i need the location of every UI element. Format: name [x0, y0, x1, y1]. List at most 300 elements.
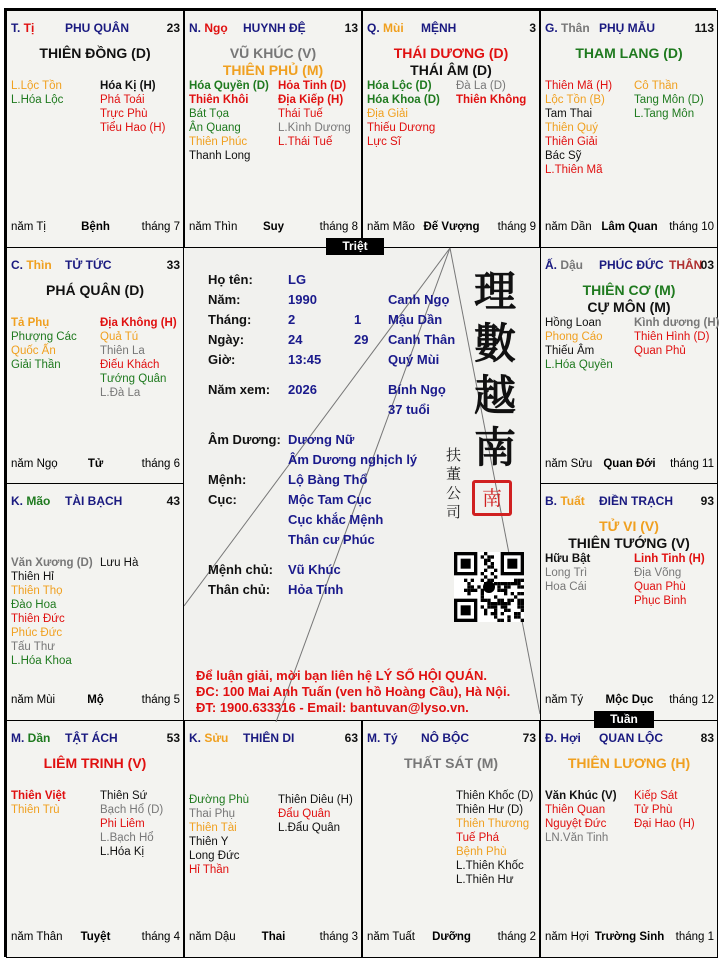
palace-ty[interactable] — [362, 720, 540, 958]
star: Địa Giải — [367, 108, 408, 120]
star: Tam Thai — [545, 108, 593, 120]
trang-sinh-stage: Quan Đới — [603, 457, 656, 470]
star: Đẩu Quân — [278, 807, 331, 820]
palace-than[interactable] — [540, 10, 718, 248]
star: L.Đà La — [100, 386, 141, 399]
star: Thiên Y — [189, 835, 229, 848]
dai-han-number: 3 — [529, 21, 536, 35]
main-stars — [363, 755, 539, 772]
palace-footer — [545, 458, 714, 472]
luu-nguyet-month: tháng 6 — [141, 457, 180, 470]
star-column-right — [100, 316, 190, 400]
palace-branch: Thân — [561, 21, 590, 35]
main-star: VŨ KHÚC (V) — [229, 45, 317, 61]
age-value: 37 tuổi — [388, 402, 430, 417]
tu-vi-chart — [4, 8, 720, 957]
palace-name: PHỤ MẪU — [599, 21, 655, 35]
star: Thiên Trù — [11, 803, 60, 816]
trang-sinh-stage: Mộ — [87, 694, 104, 706]
palace-footer — [545, 221, 714, 235]
luu-nguyet-month: tháng 5 — [141, 694, 180, 706]
amduong-label: Âm Dương: — [208, 432, 281, 447]
main-star: THIÊN TƯỚNG (V) — [568, 535, 690, 551]
than-tag: THÂN — [669, 257, 703, 272]
day-canchi: Canh Thân — [388, 332, 456, 347]
star-column-left — [11, 556, 101, 668]
menh-label: Mệnh: — [208, 472, 247, 487]
luu-nien-year: năm Hợi — [545, 930, 589, 943]
palace-name: TỬ TỨC — [65, 257, 112, 272]
star: Bác Sỹ — [545, 150, 582, 162]
star: Đại Hao (H) — [634, 817, 695, 830]
star: Long Trì — [545, 567, 588, 579]
star: Hồng Loan — [545, 316, 602, 329]
palace-canchi: K. Sửu — [189, 730, 229, 745]
day-lunar: 29 — [354, 332, 369, 347]
tuan-badge: Tuần — [594, 711, 654, 728]
palace-canchi: M. Dần — [11, 730, 51, 745]
main-stars — [7, 282, 183, 299]
star: Đào Hoa — [11, 599, 57, 611]
amduong-value: Dương Nữ — [288, 432, 355, 447]
view-year-value: 2026 — [288, 382, 317, 397]
star-column-right — [634, 79, 720, 121]
palace-header — [11, 731, 180, 747]
palace-canchi: K. Mão — [11, 494, 51, 508]
thanchu-value: Hỏa Tinh — [288, 582, 344, 597]
palace-tuat[interactable] — [540, 483, 718, 721]
luu-nguyet-month: tháng 8 — [319, 221, 358, 233]
star-column-right — [634, 316, 720, 358]
year-value: 1990 — [288, 292, 317, 307]
menhchu-value: Vũ Khúc — [288, 562, 341, 577]
star: Tấu Thư — [11, 641, 55, 653]
star: Điếu Khách — [100, 358, 160, 371]
main-star: LIÊM TRINH (V) — [43, 754, 147, 771]
star: Quả Tú — [100, 330, 139, 343]
main-star: THÁI DƯƠNG (D) — [393, 45, 509, 61]
qr-code[interactable] — [454, 552, 524, 622]
star-column-right — [456, 79, 546, 107]
star-column-left — [545, 552, 635, 594]
dai-han-number: 23 — [166, 21, 180, 35]
trang-sinh-stage: Tử — [87, 457, 104, 470]
main-star: THIÊN PHỦ (M) — [222, 62, 324, 78]
star-column-left — [11, 79, 101, 107]
star-column-right — [100, 789, 190, 859]
star: Quốc Ấn — [11, 344, 56, 357]
name-label: Họ tên: — [208, 272, 253, 287]
palace-branch: Thìn — [26, 257, 52, 272]
main-stars — [541, 755, 717, 772]
star: L.Kình Dương — [278, 122, 351, 134]
star: Thiên Khôi — [189, 94, 249, 106]
palace-header — [11, 21, 180, 37]
palace-footer — [11, 458, 180, 472]
luu-nguyet-month: tháng 9 — [497, 221, 536, 233]
palace-header — [189, 731, 358, 747]
star: Linh Tinh (H) — [634, 553, 705, 565]
luu-nien-year: năm Thân — [11, 930, 63, 943]
trang-sinh-stage: Trường Sinh — [594, 930, 665, 943]
star-column-right — [634, 789, 720, 831]
palace-ngo[interactable] — [184, 10, 362, 248]
palace-canchi: M. Tý — [367, 730, 398, 745]
luu-nguyet-month: tháng 10 — [669, 221, 714, 233]
dai-han-number: 83 — [700, 730, 714, 745]
dai-han-number: 43 — [166, 494, 180, 508]
star: Tử Phù — [634, 803, 673, 816]
month-solar: 2 — [288, 312, 296, 327]
star: Hóa Lộc (D) — [367, 80, 432, 92]
main-star: THAM LANG (D) — [575, 45, 683, 61]
luu-nguyet-month: tháng 12 — [669, 694, 714, 706]
palace-name: NÔ BỘC — [421, 730, 469, 745]
star: Thiên Khốc (D) — [456, 789, 534, 802]
month-label: Tháng: — [208, 312, 252, 327]
palace-dau[interactable] — [540, 247, 718, 485]
palace-header — [545, 494, 714, 510]
dai-han-number: 63 — [344, 730, 358, 745]
menh-value: Lộ Bàng Thổ — [288, 472, 368, 487]
star: Lưu Hà — [100, 557, 139, 569]
star: L.Thái Tuế — [278, 136, 333, 148]
trang-sinh-stage: Đế Vượng — [423, 221, 480, 233]
palace-name: PHÚC ĐỨC — [599, 257, 664, 272]
star: Thanh Long — [189, 150, 251, 162]
palace-canchi: B. Tuất — [545, 494, 585, 508]
star: LN.Văn Tinh — [545, 831, 609, 844]
trang-sinh-stage: Thai — [261, 930, 286, 943]
star-column-right — [100, 556, 190, 570]
dai-han-number: 33 — [166, 257, 180, 272]
cuc-value: Mộc Tam Cục — [288, 492, 372, 507]
center-info-panel — [184, 246, 540, 722]
trang-sinh-stage: Dưỡng — [432, 930, 471, 943]
star: Thiên Thọ — [11, 585, 63, 597]
star-column-left — [11, 316, 101, 372]
star: Bát Tọa — [189, 108, 230, 120]
star: Đường Phù — [189, 793, 249, 806]
star: Địa Kiếp (H) — [278, 94, 344, 106]
main-star: TỬ VI (V) — [599, 518, 659, 534]
cuc-label: Cục: — [208, 492, 237, 507]
star: Phá Toái — [100, 94, 145, 106]
luu-nguyet-month: tháng 3 — [319, 930, 358, 943]
luu-nguyet-month: tháng 1 — [675, 930, 714, 943]
star: Hóa Kị (H) — [100, 80, 156, 92]
star-column-left — [367, 79, 457, 149]
star-column-right — [456, 789, 546, 887]
star: Hoa Cái — [545, 581, 587, 593]
star: Thiên Quý — [545, 122, 599, 134]
star: L.Tang Môn — [634, 108, 695, 120]
star: Thiên Giải — [545, 136, 598, 148]
palace-branch: Sửu — [204, 730, 229, 745]
year-label: Năm: — [208, 292, 241, 307]
palace-branch: Tý — [383, 730, 398, 745]
main-star: CỰ MÔN (M) — [587, 298, 671, 315]
luu-nien-year: năm Dậu — [189, 930, 236, 943]
palace-canchi: T. Tị — [11, 21, 35, 35]
palace-name: PHU QUÂN — [65, 21, 130, 35]
palace-name: HUYNH ĐỆ — [243, 21, 306, 35]
palace-branch: Tuất — [560, 494, 585, 508]
palace-name: TẬT ÁCH — [65, 730, 118, 745]
star: Kình dương (H) — [634, 316, 720, 329]
palace-footer — [545, 694, 714, 708]
red-seal: 南 — [472, 480, 512, 516]
star: Bệnh Phù — [456, 845, 507, 858]
palace-header — [189, 21, 358, 37]
main-star: THÁI ÂM (D) — [410, 62, 492, 78]
palace-name: ĐIỀN TRẠCH — [599, 494, 673, 508]
star: L.Hóa Khoa — [11, 655, 72, 667]
palace-canchi: Đ. Hợi — [545, 730, 581, 745]
star: L.Lộc Tồn — [11, 80, 62, 92]
dai-han-number: 13 — [344, 21, 358, 35]
view-year-canchi: Bính Ngọ — [388, 382, 446, 397]
main-star: THIÊN CƠ (M) — [582, 281, 676, 298]
day-solar: 24 — [288, 332, 303, 347]
dai-han-number: 73 — [522, 730, 536, 745]
palace-footer — [367, 931, 536, 945]
palace-canchi: Ấ. Dậu — [545, 257, 584, 272]
luu-nguyet-month: tháng 7 — [141, 221, 180, 233]
star-column-right — [100, 79, 190, 135]
star-column-left — [545, 79, 635, 177]
star-column-left — [11, 789, 101, 817]
star: Văn Khúc (V) — [545, 789, 617, 802]
trang-sinh-stage: Tuyệt — [80, 930, 111, 943]
palace-thin[interactable] — [6, 247, 184, 485]
luu-nien-year: năm Tị — [11, 221, 46, 233]
star: Giải Thần — [11, 358, 61, 371]
trang-sinh-stage: Mộc Dục — [605, 694, 654, 706]
palace-footer — [11, 221, 180, 235]
menhchu-label: Mệnh chủ: — [208, 562, 273, 577]
star: Thiếu Dương — [367, 122, 436, 134]
palace-mui[interactable] — [362, 10, 540, 248]
palace-header — [11, 494, 180, 510]
palace-name: MỆNH — [421, 21, 457, 35]
luu-nien-year: năm Thìn — [189, 221, 238, 233]
star: Thiên Việt — [11, 789, 66, 802]
star: Thiên Phúc — [189, 136, 248, 148]
palace-canchi: Q. Mùi — [367, 21, 404, 35]
star: Văn Xương (D) — [11, 557, 93, 569]
star: Hỉ Thần — [189, 863, 230, 876]
dai-han-number: 03 — [700, 257, 714, 272]
star: L.Đẩu Quân — [278, 821, 341, 834]
calligraphy-small: 扶董公司 — [446, 446, 462, 521]
star: Tiểu Hao (H) — [100, 122, 166, 134]
star: Tang Môn (D) — [634, 94, 704, 106]
luu-nien-year: năm Dần — [545, 221, 592, 233]
star: Thiên Diêu (H) — [278, 793, 353, 806]
star: L.Thiên Hư — [456, 873, 514, 886]
main-star: THIÊN LƯƠNG (H) — [567, 754, 691, 771]
palace-branch: Ngọ — [204, 21, 228, 35]
star: Cô Thần — [634, 80, 678, 92]
palace-footer — [11, 694, 180, 708]
palace-mao[interactable] — [6, 483, 184, 721]
amduong-note: Âm Dương nghịch lý — [288, 452, 418, 467]
palace-ti[interactable] — [6, 10, 184, 248]
star: L.Hóa Lộc — [11, 94, 64, 106]
trang-sinh-stage: Bệnh — [81, 221, 110, 233]
star: Phong Cáo — [545, 330, 603, 343]
luu-nien-year: năm Tuất — [367, 930, 415, 943]
palace-branch: Mão — [26, 494, 51, 508]
palace-footer — [367, 221, 536, 235]
star: Phúc Đức — [11, 627, 63, 639]
star: Hữu Bật — [545, 553, 591, 565]
star: Thiên La — [100, 344, 145, 357]
star: Long Đức — [189, 849, 240, 862]
star: Hóa Khoa (D) — [367, 94, 440, 106]
palace-dan[interactable] — [6, 720, 184, 958]
hour-value: 13:45 — [288, 352, 322, 367]
star: Nguyệt Đức — [545, 817, 607, 830]
dai-han-number: 113 — [694, 21, 714, 35]
palace-canchi: C. Thìn — [11, 257, 52, 272]
star: Địa Võng — [634, 567, 682, 579]
star: L.Hóa Kị — [100, 845, 145, 858]
star: Thiên Hình (D) — [634, 330, 710, 343]
palace-name: THIÊN DI — [243, 730, 295, 745]
hour-label: Giờ: — [208, 352, 236, 367]
main-stars — [541, 282, 717, 316]
star-column-right — [634, 552, 720, 608]
star: L.Hóa Quyền — [545, 358, 613, 371]
star: Thiên Hư (D) — [456, 803, 524, 816]
palace-canchi: G. Thân — [545, 21, 590, 35]
main-stars — [7, 755, 183, 772]
palace-header — [367, 21, 536, 37]
star: Hỏa Tinh (D) — [278, 80, 347, 92]
main-stars — [185, 45, 361, 79]
palace-name: QUAN LỘC — [599, 730, 663, 745]
palace-canchi: N. Ngọ — [189, 21, 228, 35]
star: Thái Tuế — [278, 108, 323, 120]
palace-footer — [189, 221, 358, 235]
month-canchi: Mậu Dần — [388, 312, 443, 327]
star: Quan Phù — [634, 581, 686, 593]
star: Thiên Thương — [456, 817, 530, 830]
main-star: THIÊN ĐỒNG (D) — [39, 45, 151, 61]
palace-branch: Mùi — [383, 21, 404, 35]
palace-suu[interactable] — [184, 720, 362, 958]
star: Thiên Sứ — [100, 789, 148, 802]
day-label: Ngày: — [208, 332, 245, 347]
star: Bạch Hổ (D) — [100, 803, 164, 816]
dai-han-number: 53 — [166, 730, 180, 745]
palace-header — [545, 731, 714, 747]
star: L.Bạch Hổ — [100, 831, 154, 844]
palace-header — [545, 258, 714, 274]
star: Phi Liêm — [100, 817, 145, 830]
main-stars — [541, 518, 717, 552]
palace-branch: Dần — [27, 730, 51, 745]
star: Lộc Tồn (B) — [545, 94, 605, 106]
view-year-label: Năm xem: — [208, 382, 271, 397]
palace-branch: Tị — [23, 21, 35, 35]
main-stars — [541, 45, 717, 62]
palace-branch: Hợi — [560, 730, 581, 745]
palace-branch: Dậu — [560, 257, 584, 272]
contact-address: ĐC: 100 Mai Anh Tuấn (ven hồ Hoàng Cầu), Hà Nội. — [196, 684, 511, 699]
name-value: LG — [288, 272, 307, 287]
star: Tả Phụ — [11, 316, 50, 329]
palace-name: TÀI BẠCH — [65, 494, 123, 508]
star-column-left — [545, 789, 635, 845]
thanchu-label: Thân chủ: — [208, 582, 271, 597]
star: Ân Quang — [189, 122, 241, 134]
dai-han-number: 93 — [700, 494, 714, 508]
hour-canchi: Quý Mùi — [388, 352, 440, 367]
luu-nguyet-month: tháng 2 — [497, 930, 536, 943]
palace-header — [367, 731, 536, 747]
star-column-left — [545, 316, 635, 372]
trang-sinh-stage: Lâm Quan — [601, 221, 658, 233]
star: Tuế Phá — [456, 831, 500, 844]
star: Thiếu Âm — [545, 344, 595, 357]
calligraphy-logo: 理數越南 — [473, 267, 516, 472]
main-stars — [363, 45, 539, 79]
star: Phượng Các — [11, 330, 77, 343]
luu-nien-year: năm Sửu — [545, 457, 593, 470]
luu-nien-year: năm Mão — [367, 221, 415, 233]
cuc-note: Cục khắc Mệnh — [288, 512, 384, 527]
month-lunar: 1 — [354, 312, 362, 327]
star: L.Thiên Khốc — [456, 859, 524, 872]
luu-nien-year: năm Mùi — [11, 694, 56, 706]
star: Thiên Mã (H) — [545, 80, 613, 92]
triet-badge: Triệt — [326, 238, 384, 255]
palace-header — [545, 21, 714, 37]
star: Trực Phù — [100, 108, 148, 120]
main-star: PHÁ QUÂN (D) — [46, 281, 144, 298]
star: Thiên Không — [456, 94, 527, 106]
luu-nien-year: năm Ngọ — [11, 457, 58, 470]
main-stars — [7, 45, 183, 62]
star: Đà La (D) — [456, 80, 506, 92]
luu-nguyet-month: tháng 4 — [141, 930, 180, 943]
palace-hoi[interactable] — [540, 720, 718, 958]
luu-nguyet-month: tháng 11 — [670, 457, 714, 470]
star-column-left — [189, 793, 279, 877]
star-column-right — [278, 79, 368, 149]
star: Tướng Quân — [100, 372, 167, 385]
star: Phục Binh — [634, 595, 687, 607]
year-canchi: Canh Ngọ — [388, 292, 450, 307]
star-column-right — [278, 793, 368, 835]
palace-footer — [11, 931, 180, 945]
contact-phone-email: ĐT: 1900.633316 - Email: bantuvan@lyso.vn. — [196, 700, 469, 715]
main-star: THẤT SÁT (M) — [403, 754, 499, 771]
star: L.Thiên Mã — [545, 164, 603, 176]
star: Thiên Tài — [189, 821, 237, 834]
star: Địa Không (H) — [100, 316, 177, 329]
star: Thiên Quan — [545, 803, 606, 816]
star: Thai Phụ — [189, 807, 236, 820]
than-cu-note: Thân cư Phúc — [288, 532, 375, 547]
star: Quan Phủ — [634, 344, 686, 357]
contact-line-1: Để luận giải, mời bạn liên hệ LÝ SỐ HỘI QUÁN. — [196, 668, 487, 683]
palace-footer — [189, 931, 358, 945]
star: Thiên Đức — [11, 613, 65, 625]
